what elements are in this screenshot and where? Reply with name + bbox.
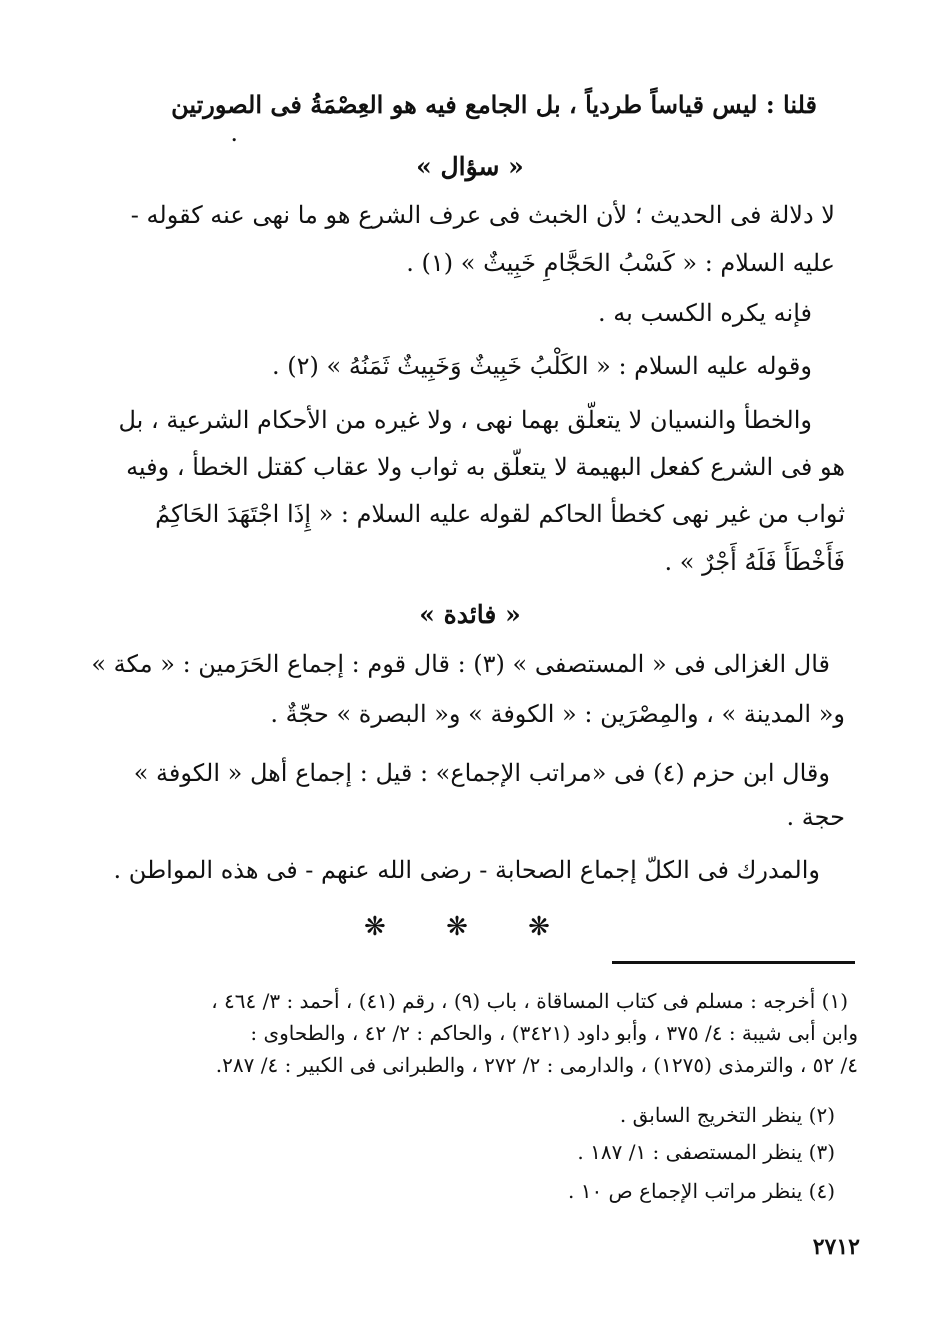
paragraph-answer-line-1: قلنا : ليس قياساً طردياً ، بل الجامع فيه هو العِصْمَةُ فى الصورتين [171,90,817,119]
page-number: ٢٧١٢ [812,1234,860,1260]
heading-question: « سؤال » [416,152,524,181]
paragraph-answer-line-2: . [230,119,238,147]
paragraph-error-line-4: فَأَخْطَأَ فَلَهُ أَجْرٌ » . [664,548,845,576]
paragraph-ghazali-line-1: قال الغزالى فى « المستصفى » (٣) : قال قوم : إجماع الحَرَمين : « مكة » [91,650,830,678]
heading-benefit: « فائدة » [419,600,521,629]
paragraph-objection-line-2: عليه السلام : « كَسْبُ الحَجَّامِ خَبِيثٌ » (١) . [406,249,835,277]
paragraph-conclusion: والمدرك فى الكلّ إجماع الصحابة - رضى الله عنهم - فى هذه المواطن . [113,856,820,884]
footnote-2: (٢) ينظر التخريج السابق . [619,1103,835,1127]
paragraph-ibn-hazm-line-1: وقال ابن حزم (٤) فى «مراتب الإجماع» : قيل : إجماع أهل « الكوفة » [133,759,830,787]
paragraph-error-line-2: هو فى الشرع كفعل البهيمة لا يتعلّق به ثواب ولا عقاب كقتل الخطأ ، وفيه [126,453,845,481]
footnote-1-line-2: وابن أبى شيبة : ٤/ ٣٧٥ ، وأبو داود (٣٤٢١) ، والحاكم : ٢/ ٤٢ ، والطحاوى : [250,1021,858,1045]
footnote-3: (٣) ينظر المستصفى : ١/ ١٨٧ . [577,1140,835,1164]
footnote-divider [612,961,855,964]
footnote-4: (٤) ينظر مراتب الإجماع ص ١٠ . [567,1179,835,1203]
paragraph-objection-line-1: لا دلالة فى الحديث ؛ لأن الخبث فى عرف الشرع هو ما نهى عنه كقوله - [130,201,835,229]
paragraph-makruh: فإنه يكره الكسب به . [598,299,812,327]
paragraph-ibn-hazm-line-2: حجة . [786,803,845,831]
paragraph-ghazali-line-2: و« المدينة » ، والمِصْرَين : « الكوفة » و« البصرة » حجّةٌ . [270,700,845,728]
paragraph-error-line-1: والخطأ والنسيان لا يتعلّق بهما نهى ، ولا غيره من الأحكام الشرعية ، بل [118,406,812,434]
footnote-1-line-1: (١) أخرجه : مسلم فى كتاب المساقاة ، باب (٩) ، رقم (٤١) ، أحمد : ٣/ ٤٦٤ ، [211,989,848,1013]
section-separator-stars: ❋ ❋ ❋ [364,912,576,942]
footnote-1-line-3: ٤/ ٥٢ ، والترمذى (١٢٧٥) ، والدارمى : ٢/ ٢٧٢ ، والطبرانى فى الكبير : ٤/ ٢٨٧. [215,1053,858,1077]
paragraph-error-line-3: ثواب من غير نهى كخطأ الحاكم لقوله عليه السلام : « إِذَا اجْتَهَدَ الحَاكِمُ [155,500,845,528]
paragraph-dog-hadith: وقوله عليه السلام : « الكَلْبُ خَبِيثٌ وَخَبِيثٌ ثَمَنُهُ » (٢) . [272,352,812,380]
